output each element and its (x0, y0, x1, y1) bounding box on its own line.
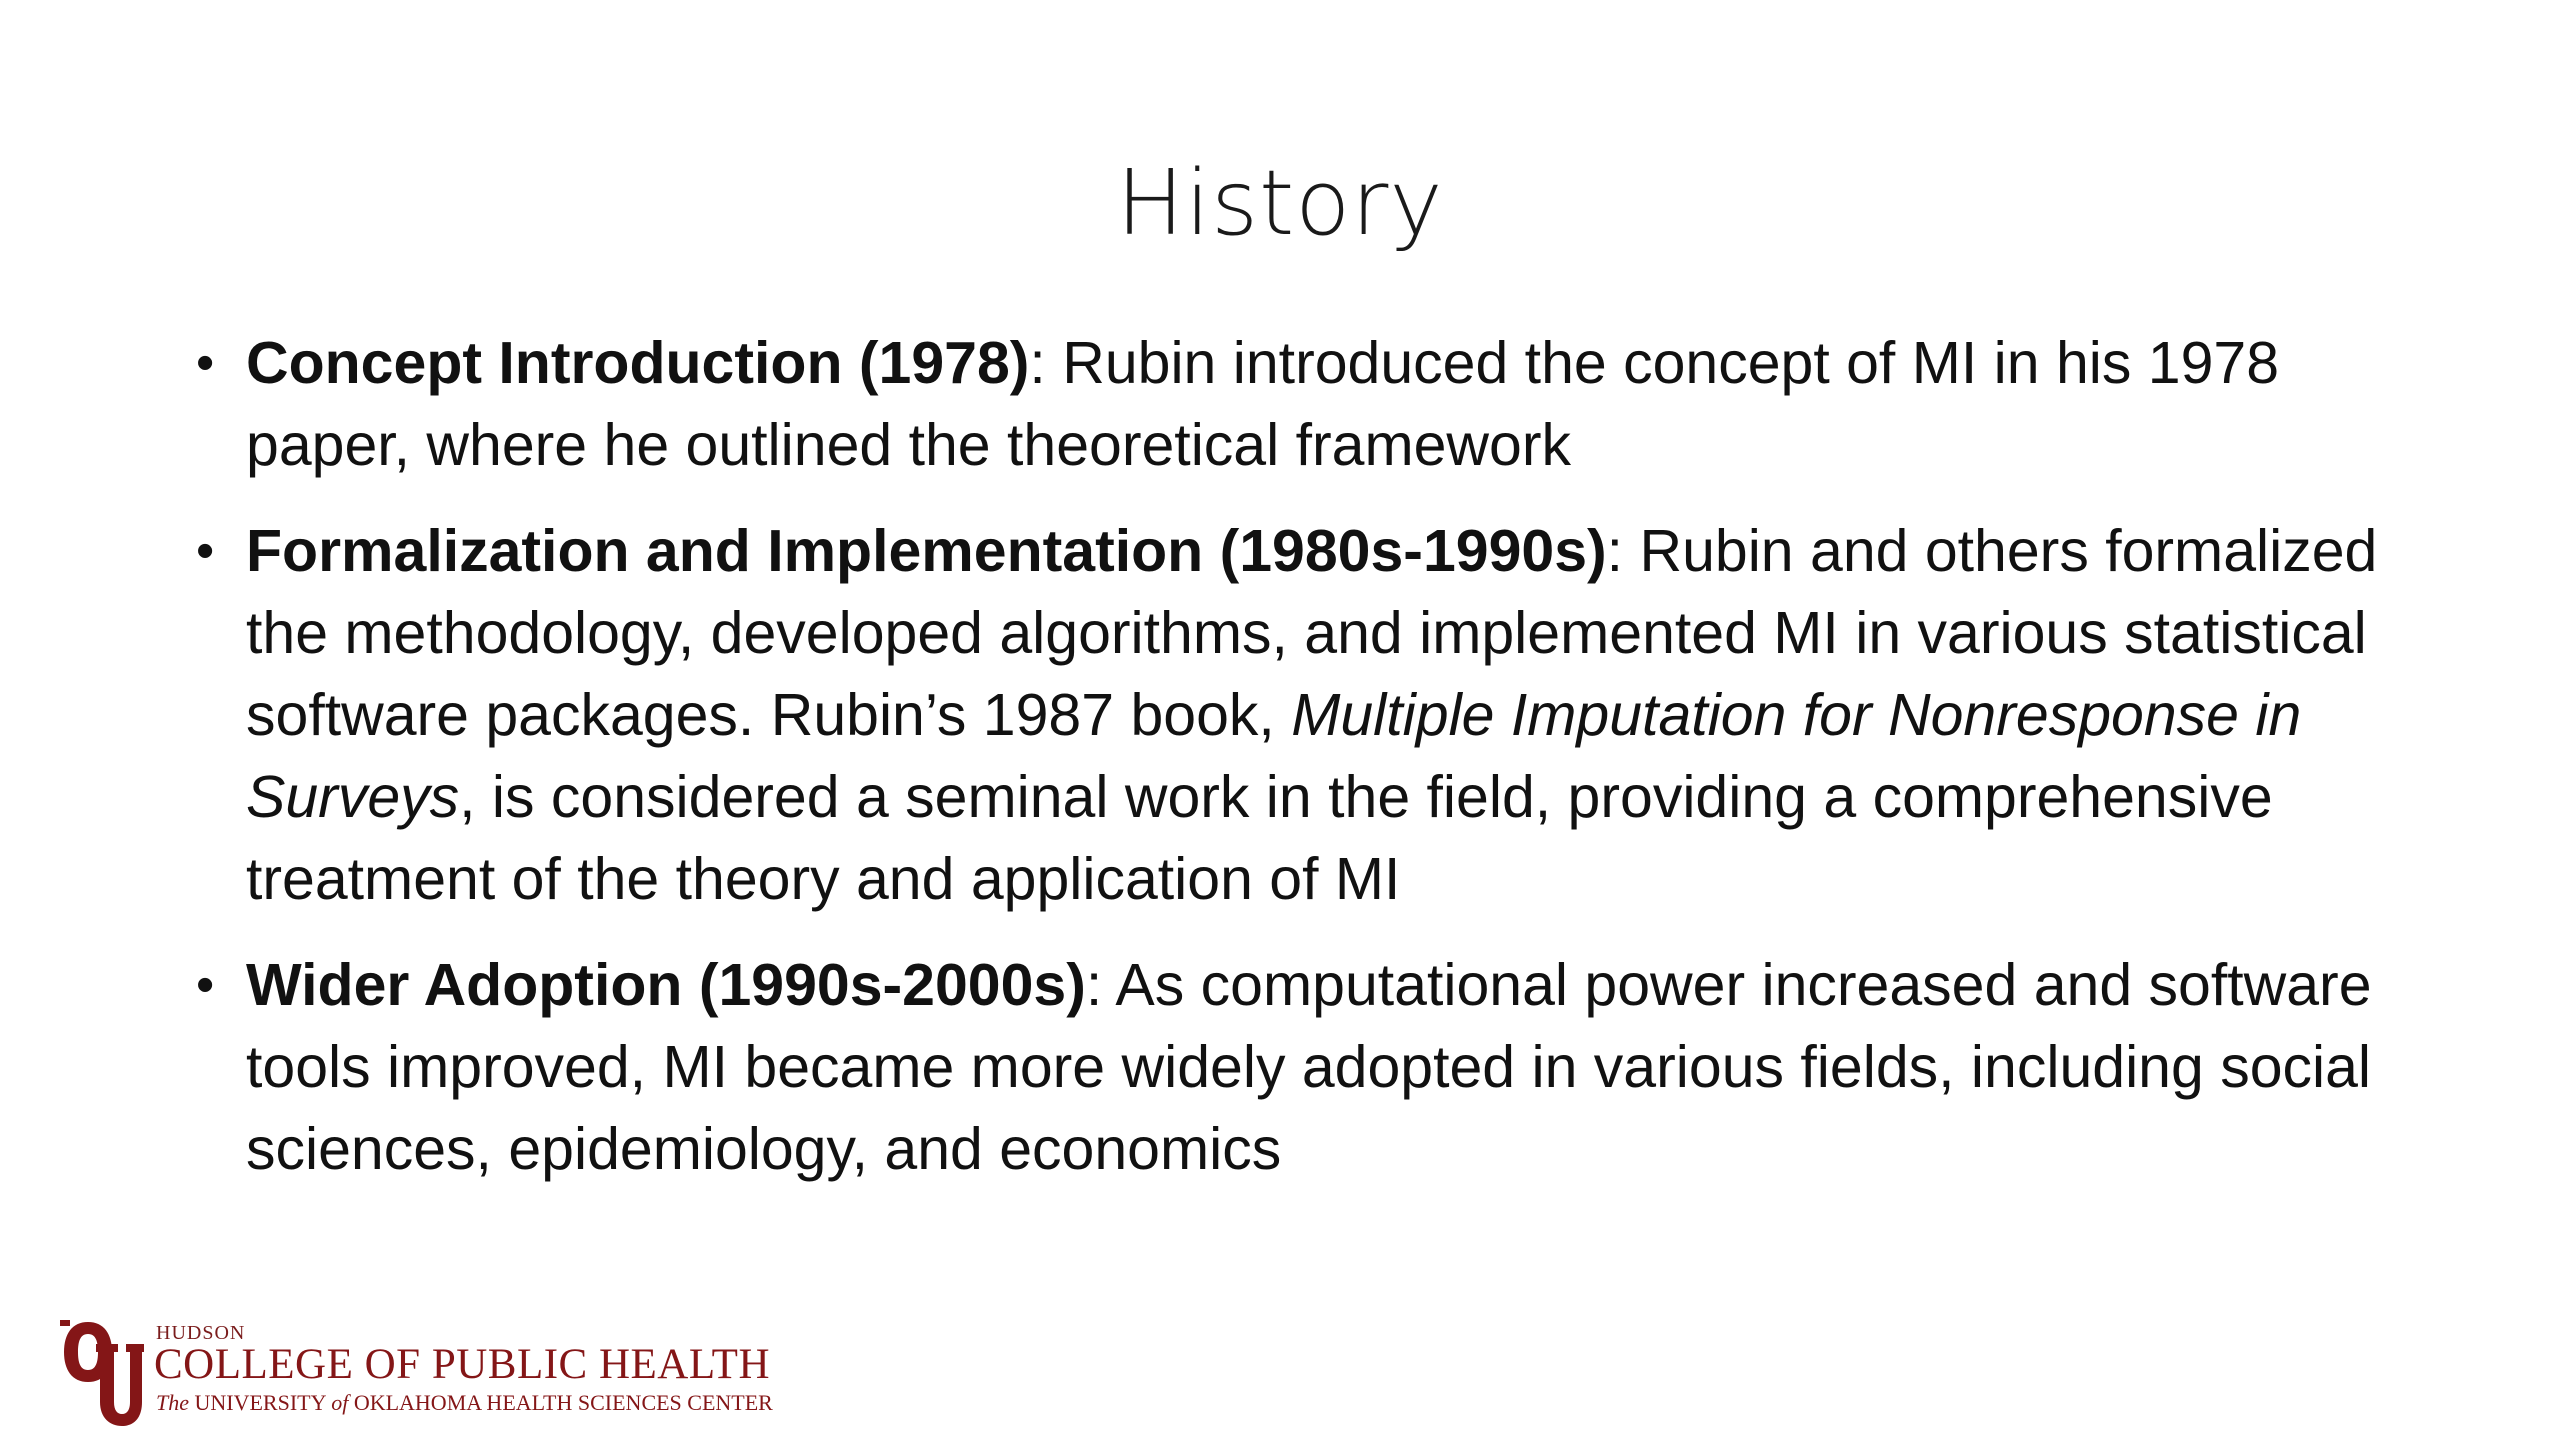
bullet-text: : As computational power increased and software tools improved, MI became more widely adopted in various fields, including social sciences, epidemiology, and economics (246, 952, 2372, 1182)
bullet-item-wider-adoption (190, 944, 2420, 1190)
bullet-list (190, 322, 2420, 1214)
college-logo (60, 1318, 800, 1428)
bullet-dot-icon: • (196, 522, 215, 580)
bullet-item-concept-introduction (190, 322, 2420, 486)
slide-title: History (1116, 151, 1444, 256)
book-title: Multiple Imputation for Nonresponse in Surveys (246, 682, 2302, 830)
bullet-heading: Concept Introduction (1978) (246, 330, 1030, 396)
bullet-text: : Rubin and others formalized the methodology, developed algorithms, and implemented MI in various statistical software packages. Rubin’s 1987 book, (246, 518, 2378, 748)
logo-university-line: The UNIVERSITY of OKLAHOMA HEALTH SCIENCES CENTER (156, 1390, 773, 1415)
bullet-dot-icon: • (196, 334, 215, 392)
bullet-heading: Formalization and Implementation (1980s-1990s) (246, 518, 1607, 584)
bullet-text-after: , is considered a seminal work in the field, providing a comprehensive treatment of the theory and application of MI (246, 764, 2273, 912)
bullet-text: : Rubin introduced the concept of MI in his 1978 paper, where he outlined the theoretical framework (246, 330, 2280, 478)
logo-college-name: COLLEGE OF PUBLIC HEALTH (154, 1341, 770, 1388)
ou-monogram-icon (60, 1318, 144, 1428)
bullet-item-formalization (190, 510, 2420, 920)
logo-hudson-text: HUDSON (156, 1322, 246, 1344)
bullet-dot-icon: • (196, 956, 215, 1014)
bullet-heading: Wider Adoption (1990s-2000s) (246, 952, 1086, 1018)
